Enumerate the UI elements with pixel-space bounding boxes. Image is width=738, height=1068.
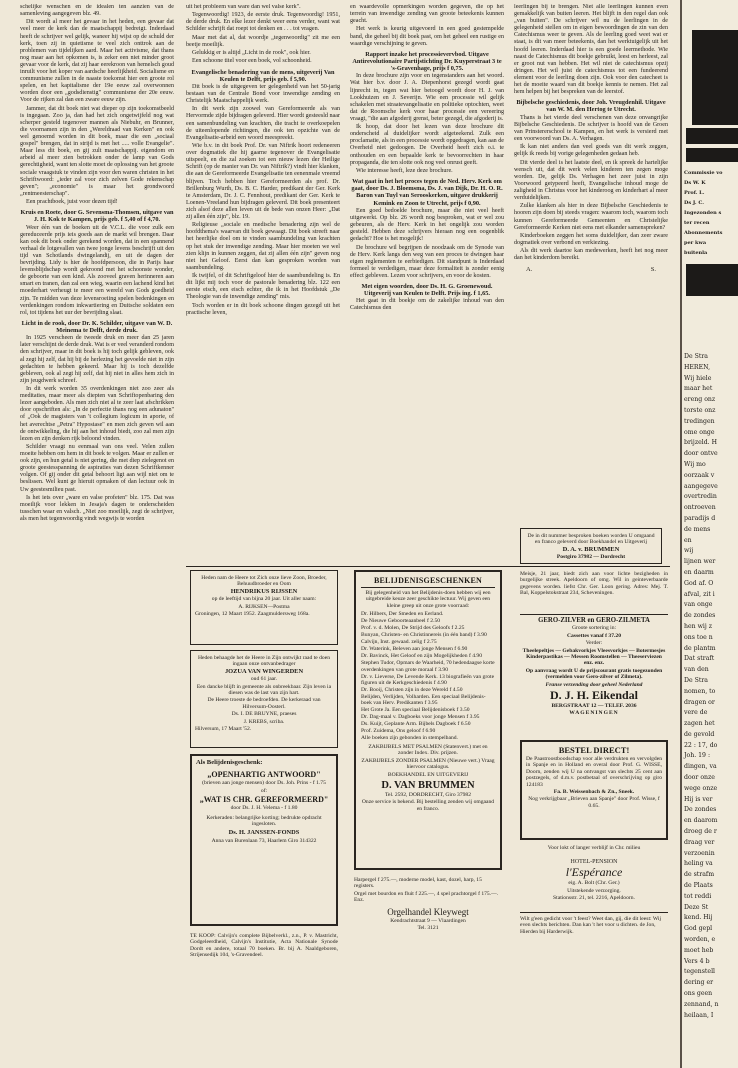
ad-text: Wilt g'een gedicht voor 't feest? Weet dan, gij, die dit leest: Wij even slechts berichten. Dan kan 't het voor u dichten. de Jon, Hierden bij Harderwijk.: [520, 916, 662, 935]
col2-paragraph: Een schoone titel voor een boek, vol schoonheid.: [192, 58, 312, 65]
col1-paragraph: Is het iets over „ware en valse profeten" blz. 175. Dat was moeilijk voor lekken in Jesaja's dagen te onderscheiden tusschen waar en valsch. „Niet zoo moeilijk, zegt de schrijver, als men het tegenwoordig vindt wegwijs te worden: [20, 494, 174, 523]
ad-text: eig. A. Bolt (Chr. Ger.): [568, 880, 620, 887]
next-page-line: moet heb: [684, 946, 714, 954]
ad-publisher: D. VAN BRUMMEN: [381, 779, 475, 791]
next-page-line: Hij is ver: [684, 795, 713, 803]
next-page-line: ons geen: [684, 990, 713, 998]
ad-book-title: „OPENHARTIG ANTWOORD": [207, 770, 321, 780]
ad-giro: Postgiro 37982 — Dordrecht: [556, 554, 626, 561]
ad-harp-orgels: [354, 876, 502, 946]
ad-bestel-direct: [520, 740, 668, 840]
column-3: [350, 4, 504, 560]
ad-name: HENDRIKUS RIJSSEN: [230, 587, 298, 595]
col1-paragraph: Jammer, dat dit boek niet wat dieper op zijn toekomstbeeld is ingegaan. Zoo ja, dan had het zich ongetwijfeld nog wat scherper gesteld tegenover mannen als Niebuhr, en Brunner, die voornamen zijn in den „Wereldraad van Kerken" en ook wel genoemd worden in dit boek, maar die een „sociaal gospel" brengen, dat in strijd is met het ..... volle Evangelie". Maar less dit boek, en gij zult maatschappij. eigendom en arbeid al meer zien betrokken onder de lamp van Gods gerechtigheid, want ten slotte moet de oplossing van het groote sociale vraagstuk te vinden zijn voor den waren christen in het Schriftwoord: „ieder zal voor zich zelven Gode rekenschap geven"; „economie" is maar het grondwoord „rentmeesterschap".: [20, 105, 174, 197]
next-page-line: HEREN,: [684, 363, 711, 371]
ad-text: Ds. I. DE BRUYNE, praeses: [231, 711, 297, 718]
review-heading: Evangelische benadering van de mens, uitgeverij Van Keulen te Delft, prijs geb. f 5,90.: [191, 68, 335, 83]
next-page-line: vere de: [684, 709, 708, 717]
ad-books-delivery: [520, 528, 662, 564]
next-page-line: door ontve: [684, 450, 718, 458]
ad-death-notice-wingerden: [190, 650, 338, 748]
ad-hotel-pension: [520, 858, 668, 910]
review-heading: Wat gaat in het het proces tegen de Ned. Herv. Kerk om gaat, door Ds. J. Bloemsma, Ds. J. van Dijk, Dr. H. O. R. Baron van Tuyl van Serooskerken, uitgave drukkerij Kemink en Zoon te Utrecht, prijs f 0,90.: [351, 178, 503, 207]
ad-text: Fa. B. Weissenbach & Zn., Sneek.: [553, 789, 635, 796]
ad-text: Theelepeltjes — Gebakvorkjes Vleesvorkjes — Botermesjes Kinderpastikas — Messen Roomstellen — Theeserviezen enz. enz.: [522, 647, 666, 667]
ad-text: Bij gelegenheid van het Belijdenis-doen hebben wij een uitgebreide keuze zeer geschikte lectuur. Wij geven een kleine greep uit onze grote voorraad:: [365, 590, 491, 609]
ad-text: Heden behaagde het de Heere in Zijn ontwijkt raad te doen ingaan onze ontvanbedrager: [197, 655, 331, 668]
next-page-line: Dat straft: [684, 655, 715, 663]
column-1: [20, 4, 174, 1062]
ad-text: Verder:: [585, 640, 603, 647]
ad-text: Een dancke blijft in gemeente als onbreekbaar. Zijn leven ia diesen was de last van zijn hart.: [196, 683, 332, 697]
next-page-line: Joh. 19 :: [684, 752, 711, 760]
next-page-line: en daarom: [684, 817, 718, 825]
next-page-line: overtredin: [684, 493, 717, 501]
ad-gero-zilver: [520, 614, 668, 736]
ad-text: Cassettes vanaf f 37.20: [566, 632, 622, 639]
next-page-line: De Stra: [684, 676, 708, 684]
ad-hotel-name: l'Espérance: [565, 865, 623, 880]
col1-paragraph: Dit wordt al meer het gevaar in het heden, een gevaar dat veel meer de kerk dan de maatschappij bedreigt. Inderdaad heeft de schrijver wel gelijk, waneer hij wijst op de schuld der kerk, toen zij in quietisme te veel zich onttrok aan de problemen van tijdelijken aard. Maar het activisme, dat thans nog maar aan het opkomen is, is zeker een niet minder groot gevaar voor de kerk, dat zij haar eerekroon van hemelsch goud inruilt voor het koper van aardsche heerlijkheid. Socialisme en communisme zullen in de naaste toekomst hier een groote rol spelen, en het kapitalisme der 19e eeuw zal overwonnen worden door een „godsdienstig" communisme der 20e eeuw. Voor de rijken zal dan een zware eeuw zijn.: [20, 19, 174, 104]
col3-paragraph: De brochure wil begrijpen de noodzaak om de Synode van de Herv. Kerk langs den weg van een proces te dwingen haar eigen reglementen te eerbiedigen. Dit standpunt is Inderdaad formeel te verdedigen, maar deze formaliteit is zonder eenig effect gebleven. Lezen voor schrijvers, en voor de kosten.: [350, 244, 504, 279]
column-2: [186, 4, 340, 560]
book-list-item: Dr. Bavinck, Het Geloof en zijn Mogelijkheden f 4.90: [361, 653, 483, 660]
book-list-item: De Nieuwe Geboorteaanbeel f 2.50: [361, 618, 441, 625]
ad-text: De Paastroostboodschap voor alle verdrukten en vervolgden in Spanje en in Holland en overal door Prof. G. WISSE, Doorn, zenden wij U na ontvangst van slechts 25 cent aan postzegels, of d.m.v. postbetaal of overschrijving op giro 124183: [526, 756, 662, 788]
book-list-item: Prof. v. d. Molen, De Strijd des Geloofs f 2.25: [361, 625, 465, 632]
next-page-line: paradijs d: [684, 514, 716, 522]
next-page-line: De zondes: [684, 806, 717, 814]
ad-text: oud 61 jaar.: [250, 676, 278, 683]
ad-text: Hilversum, 17 Maart '52.: [195, 726, 252, 733]
next-page-line: afval, zit i: [684, 590, 715, 598]
next-page-line: lijnen wer: [684, 558, 716, 566]
ad-te-koop: [190, 932, 338, 992]
review-heading: Licht in de rook, door Dr. K. Schilder, uitgave van W. D. Meinema te Delft, derde druk.: [21, 319, 173, 335]
col1-paragraph: In dit werk worden 35 overdenkingen niet zoo zeer als meditaties, maar meer als diepten van Schriftopenbaring den lezer aangeboden. Als men zich niet al te zeer laat afschrikken door opschriften als: „In de perfectie thans nog een adunaton" of „Ook de magisters van 't collegium logicum in aporie, of het averechtse „Petra" Hypostase" en men zich geven wil aan de ontwikkeling, die hij aan het inhoud biedt, zoo zal men zijn lezen en zijn denken rijk beloond vinden.: [20, 386, 174, 442]
next-page-line: tredingen: [684, 417, 715, 425]
ad-text: Orgel met bourdon en fluit f 225.—, 4 spel prachtorgel f 175.—. Enz.: [354, 890, 499, 904]
ad-text: De in dit nummer besproken boeken worden U omgaand en franco geleverd door Boekhandel en Uitgeverij: [527, 533, 655, 546]
ad-text: ZAKBIJBELS ZONDER PSALMEN (Nieuwe vert.) Vraag hiervoor catalogus.: [361, 757, 495, 771]
ad-heading: HOTEL-PENSION: [570, 859, 618, 865]
col2-paragraph: Gelukkig er is altijd „Licht in de rook", ook hier.: [192, 50, 311, 57]
ad-text: Anna van Burenlaan 73, Haarlem Giro 314322: [211, 837, 317, 844]
next-page-line: God af. O: [684, 579, 714, 587]
masthead-block: [686, 148, 738, 162]
ad-text: Kendrachtstraat 9 — Vlaardingen: [390, 917, 466, 924]
ad-text: TE KOOP: Calvijn's complete Bijbelverkl., z.n., P. v. Mastricht, Godgeleerdheid, Calvijn's Institutie, Acta Nationale Synode Dordt en andere, totaal 70 boeken. Br. bij A. Naaldgeboren, Strijensedijk 104, 's-Gravendeel.: [190, 933, 338, 959]
col3-paragraph: Ik hoop, dat door het lezen van deze brochure dit onderscheid al duidelijker wordt afgeteekend. Zulk een proclamatie, als in een processie wordt opgedragen, kan aan de Overheid niet gedoogen. De Overheid heeft zich o.i. te onthouden en een bepaalde kerk te bevoorrechten in haar propaganda, die ten slotte ook nog veel onrust geeft.: [350, 124, 504, 166]
ad-text: op de leeftijd van bijna 20 jaar. Uit aller naam:: [211, 596, 317, 603]
next-page-line: nomen, to: [684, 687, 716, 695]
next-page-line: Abonnements: [684, 230, 723, 236]
next-page-line: van den: [684, 666, 709, 674]
next-page-line: van onge: [684, 601, 713, 609]
ad-text: Tel. 3121: [417, 925, 439, 932]
next-page-line: wij: [684, 547, 694, 555]
ad-divider: [520, 912, 668, 913]
col3-paragraph: Wie interesse heeft, leze deze brochure.: [356, 167, 453, 174]
ad-publisher: Ds. H. JANSSEN-FONDS: [228, 829, 300, 837]
ad-title: GERO-ZILVER en GERO-ZILMETA: [538, 617, 650, 624]
next-page-line: hen wij z: [684, 622, 713, 630]
next-page-line: ereng onz: [684, 396, 716, 404]
ad-name: JOZUA VAN WINGERDEN: [224, 667, 304, 675]
ad-text: door Ds. J. H. Velema - f 1.80: [230, 805, 298, 812]
ad-text: Voor lokt of langer verblijf in Chr. milieu: [547, 845, 641, 851]
next-page-line: Ds J. C.: [684, 200, 704, 206]
ad-voor-verblijf: [520, 844, 668, 858]
next-page-line: heilaan, I: [684, 1011, 714, 1019]
col3-paragraph: Een goed bedoelde brochure, maar die niet veel heeft uitgewerkt. Op blz. 26 wordt nog besproken, wat er wel zou gebeuren, als de Herv. Kerk in het ongelijk zou worden gesteld. Hebben deze schrijvers hieraan nog een oogenblik gedacht? Hoe is het mogelijk!: [350, 207, 504, 243]
book-list-item: Het Grote Ja. Een speciaal Belijdenisboek f 3.50: [361, 707, 470, 714]
col3-paragraph: Het gaat in dit boekje om de zakelijke inhoud van den Catechismus den: [350, 298, 504, 312]
book-list-item: Alle boeken zijn gebonden in stempelband.: [361, 735, 458, 742]
col4-paragraph: Ik kan niet anders dan veel goeds van dit werk zeggen, gelijk ik reeds bij vorige gelegenheden gedaan heb.: [514, 144, 668, 158]
ads-divider: [186, 566, 670, 567]
col2-paragraph: Religieuse „sociale en medische benadering zijn wel de hoofdthema's waarvan dit boek gewaagt. Dit boek streeft naar het heerlijke doel om te vinden saambundeling van krachten op het stuk der inwendige zending. Maar hier moeten we wel zien klijn in kunnen zeggen, dat zij allen één zijn" geven nog niet het Geloof. Eerst dan kan gesproken worden van saambundeling.: [186, 222, 340, 271]
ad-text: Kerkeraden: belangrijke korting; bedrukte opdracht ingesloten.: [206, 814, 322, 828]
next-page-line: zennand, n: [684, 1000, 719, 1008]
book-list-item: Dr. Dag-maal v. Dagboeks voor jonge Mensen f 3.95: [361, 714, 480, 721]
ad-text: Tel. 2592, DORDRECHT, Giro 37982: [384, 791, 472, 798]
ad-title: BESTEL DIRECT!: [558, 745, 630, 755]
review-heading: Rapport inzake het processievervbod. Uitgave Antirevolutionaire Partijstichting Dr. Kuyperstraat 3 te 's-Gravenhage, prijs f 0,75.: [352, 50, 502, 73]
signature-s: S.: [650, 265, 656, 273]
ad-text: Onze service is bekend. Bij bestelling zenden wij omgaand en franco.: [361, 799, 495, 812]
next-page-line: per kwa: [684, 240, 707, 246]
col4-paragraph: Zulke klanken als hier in deze Bijbelsche Geschiedenis te hooren zijn doen bij steeds vragen: waarom toch, waarom toch kunnen Gereformeerde Gemeenten en Christelijke Gereformeerde Kerken niet eens met elkander samenspreken?: [514, 203, 668, 231]
section-logo: [686, 264, 738, 296]
book-list: [361, 611, 495, 742]
next-page-line: de Plaats: [684, 882, 713, 890]
next-page-header-lines: [684, 168, 738, 258]
col1-paragraph: schelijke wenschen en de idealen ten aanzien van de samenleving aangegeven blz. 49.: [20, 4, 174, 18]
next-page-line: aangegeve: [684, 482, 718, 490]
next-page-line: God gepl: [684, 925, 713, 933]
book-list-item: Ds. Kuijt, Geplante Arm. Bijbels Dagboek f 6.50: [361, 721, 471, 728]
col1-paragraph: In 1925 verscheen de tweede druk en meer dan 25 jaren later verschijnt de derde druk. Wat is er veel veranderd rondom den schrijver, maar in dit boek is hij toch gelijk gebleven, ook al zegt hij zelf, dat hij bij de herlezing het gevoelde niet in zijn gedachten te hebben gekeerd. Maar hij is toch dezelfde gebleven, ook al zegt hij zelf, dat hij niet in alles hem zich in zijn jeugdwerk schreef.: [20, 335, 174, 384]
col4-paragraph: Als dit werk daartoe kan medewerken, heeft het nog meer dan het kinderdom bereikt.: [514, 248, 668, 262]
signature-a: A.: [526, 265, 533, 273]
next-page-line: Deze St: [684, 903, 709, 911]
col1-paragraph: Een prachtboek, juist voor dezen tijd!: [26, 199, 118, 206]
ad-text: ZAKBIJBELS MET PSALMEN (Statenvert.) met en zonder Index. Div. prijzen.: [368, 743, 488, 757]
next-page-line: heling va: [684, 860, 713, 868]
next-page-line: dragen or: [684, 698, 715, 706]
next-page-line: tot reddi: [684, 892, 712, 900]
ad-belijdenisgeschenken: [354, 570, 502, 870]
book-list-item: Prof. Zuidema, Ons geloof f 6.90: [361, 728, 436, 735]
next-page-line: maar het: [684, 385, 713, 393]
next-page-line: ontroeven: [684, 504, 716, 512]
book-list-item: Dr. Booij, Christen zijn in deze Wereld f 4.50: [361, 687, 463, 694]
ad-text: Uitstekende verzorging.: [567, 887, 621, 894]
next-page-line: de zondes: [684, 612, 716, 620]
next-page-line: verzoenin: [684, 849, 715, 857]
next-page-line: wege onze: [684, 784, 718, 792]
ad-gedicht: [520, 915, 668, 949]
book-list-item: Belijden, Verlijden, Volharden. Een speciaal Belijdenis-boek van Herv. Predikanten f 3.95: [361, 694, 486, 707]
col2-paragraph: Maar met dat al, dat woordje „tegenwoordig" zit me een beetje moeilijk.: [186, 34, 340, 48]
col3-paragraph: In deze brochure zijn voor en tegenstanders aan het woord. Wat hier b.v. door J. A. Diepenhorst gezegd wordt gaat lijnrecht in, tegen wat hier betoogd wordt door H. J. van Lookhuizen en J. Severijn. Wie een processie wil gelijk schakelen met straatevangelisatie en politieke optochten, weet dat de Roomsche kerk voor haar processie een vereering vraagt, "die aan afgoderij grenst, beter gezegd, die afgoderij is.: [350, 73, 504, 122]
ad-text: Groote sortering in:: [571, 625, 617, 632]
next-page-line: door onze: [684, 774, 715, 782]
col4-paragraph: Kinderboeken zeggen het soms duidelijker, dan zeer zware dogmatiek over verbond en verkiezing.: [514, 232, 668, 246]
ad-text: Meisje, 21 jaar, biedt zich aan voor lichte bezigheden in burgelijke streek. Apeldoorn of omg. Wil in geinteverbaarde gegevens worden. liefst Chr. Ger. Loon gering. Adres: Mej. T. Bal, Koppelstokstraat 234, Scheveningen.: [520, 571, 668, 597]
review-heading: Kruis en Roete, door G. Sevensma-Thomsen, uitgave van J. H. Kok te Kampen, prijs geb. f 5,40 of f 4,70.: [20, 209, 174, 224]
ad-text: BOEKHANDEL EN UITGEVERIJ: [387, 772, 469, 779]
col2-paragraph: In dit werk zijn zoowel van Gereformeerde als van Hervormde zijde bijdragen geleverd. Hier wordt gesteesld naar een samenbundeling van krachten, die tracht te overkoepelen de uiteenlopende richtingen, die ook ten opzichte van de Evangelisatie-arbeid een woord meespreekt.: [186, 106, 340, 141]
ad-text: Groningen, 12 Maart 1952. Zaagmuldersweg 168a.: [195, 611, 310, 618]
ad-text: (brieven aan jonge mensen) door Ds. Joh. Prins - f 1.75: [202, 780, 326, 787]
col4-paragraph: leerlingen bij te brengen. Niet alle leerlingen kunnen even gemakkelijk van buiten leeren. Het blijft in den regel dan ook „van buiten". De schrijver wil nu de leerlingen in de gelegenheid stellen om in eigen bewoordingen de zin van den Catechismus weer te geven. Als de leerling goed weet wat er staat, is dit van meer beteekenis, dan het werktuigelijk uit het hoofd leeren. Inderdaad hier is een goede leermethode. Wie naast de Catechismus dit boekje gebruikt, leest en herleest, zal er groot nut van hebben. Het wil niet de catechismus opzij dringen. Het wil juist de catechismus tot een fundeerend element voor de leerling doen zijn. Ook voor den catecheet is het de moeite waard van dit boekje kennis te nemen. Het zal hem helpen bij het bespreken van de leerstof.: [514, 4, 668, 96]
next-page-line: worden, e: [684, 936, 716, 944]
next-page-body-lines: [684, 352, 738, 1021]
col2-paragraph: Wie b.v. in dit boek Prof. Dr. van Niftrik hoort redeneeren over dogmatiek die hij gaarne tegenover de Evangelisatie uitspeelt, en die zal zoeken tot een nieuw lezen der Heilige Schrift (op de manier van Dr. van Niftrik?) vindt hier klanken, die aan de Gereformeerde Evangelisatie ten eenenmale vreemd blijven. Toch hebben hier Gereformeerden als prof. Dr. Brillenburg Wurth, Ds. B. C. Harder, predikant der Ger. Kerk te Amsterdam, Dr. J. C. Fennhout, predikant der Ger. Kerk te Loenen-Vreeland hun bijdragen geleverd. Dit boek presenteert zich alsof deze allen leven uit de bede van onzen Heer: „Dat zij allen één zijn", blz. 19.: [186, 143, 340, 220]
next-page-line: tegenstell: [684, 968, 716, 976]
masthead-block: [692, 30, 738, 125]
book-list-item: Dr. v. Lieverse, De Levende Kerk. 13 biografieën van grote figuren uit de Kerkgeschiedenis f 4.90: [361, 673, 495, 687]
col2-paragraph: Dit boek is de uitgegeven ter gelegenheid van het 50-jarig bestaan van de Centrale Bond voor inwendige zending en Christelijk Maatschappelijk werk.: [186, 83, 340, 105]
col3-paragraph: Het werk is keurig uitgevoerd in een goed gestempelde band, die geheel bij dit boek past, om het geheel een rustige en waardige verschijning te geven.: [350, 26, 504, 47]
ad-text: Nog verkrijgbaar „Brieven aan Spanje" door Prof. Wisse, f 0.65.: [528, 796, 660, 809]
next-page-line: Commissie vo: [684, 170, 723, 176]
ad-name: Orgelhandel Kleywegt: [387, 906, 469, 917]
next-page-line: Ingezonden s: [684, 210, 722, 216]
ad-meisje: [520, 570, 668, 612]
review-heading: Met eigen woorden, door Ds. H. G. Groenewoud. Uitgeverij van Keulen te Delft. Prijs ing. f 1,65.: [361, 282, 493, 298]
signature: [514, 264, 668, 273]
ad-city: WAGENINGEN: [569, 710, 619, 717]
ad-shop-name: D. J. H. Eikendal: [549, 688, 639, 703]
next-page-line: torste onz: [684, 406, 716, 414]
next-page-line: buitenla: [684, 250, 708, 256]
ad-text: Stationsstr. 21, tel. 2216, Apeldoorn.: [553, 895, 635, 902]
review-heading: Bijbelsche geschiedenis, door Joh. Vreugdenhil. Uitgave van W. M. den Hertog te Utrecht.: [516, 99, 666, 114]
next-page-partial: [680, 0, 738, 1068]
next-page-line: dering er: [684, 979, 714, 987]
next-page-line: kend. Hij: [684, 914, 713, 922]
ad-book-title: „WAT IS CHR. GEREFORMEERD": [199, 795, 329, 805]
next-page-line: de strafm: [684, 871, 715, 879]
next-page-line: 22 : 17, do: [684, 741, 718, 749]
next-page-line: Ds W. K: [684, 180, 706, 186]
next-page-line: Wij mo: [684, 460, 706, 468]
book-list-item: Calvijn, Inst. gewaad. zelig f 2.75: [361, 639, 437, 646]
ad-text: Heden nam de Heere tot Zich onze lieve Zoon, Broeder, Behuudbroeder en Oom: [201, 575, 327, 588]
col2-paragraph: Tegenwoordig! 1923, de eerste druk. Tegenwoordig! 1951, de derde druk. En elke lezer denkt weer eens verder, want wat Schilder schrijft dat roept tot denken en . . . tot vragen.: [186, 12, 340, 33]
ad-text: of:: [260, 787, 268, 794]
ad-text: J. KREBS, scriba.: [243, 718, 285, 725]
column-4: [514, 4, 668, 524]
next-page-line: Wij hiele: [684, 374, 712, 382]
col4-paragraph: Thans is het vierde deel verschenen van deze onvangrijke Bijbelsche Geschiedenis. De schrijver is hoofd van de Groen van Prinstererschool te Kampen, en het werk is versierd met een voorwoord van Ds. A. Verhagen.: [514, 114, 668, 142]
ad-text: Op aanvraag wordt U de prijscourant gratis toegezonden (vermelden voor Gero-zilver of Zilmeta).: [525, 667, 663, 681]
col2-paragraph: Ik twijfel, of dit Schriftgeloof hier de saambundeling is. En dit lijkt mij toch voor de pastorale benadering blz. 122 een eerste eisch, een eisch echter, die ik in het Hoofdstuk „De Theologie van de inwendige zending" mis.: [186, 273, 340, 301]
next-page-line: ter recen: [684, 220, 710, 226]
next-page-line: de plantm: [684, 644, 716, 652]
ad-text: Harpergel f 275.—, moderne model, kast, dozel, harp, 15 registers.: [354, 877, 482, 890]
col4-paragraph: Dit vierde deel is het laatste deel, en ik spreek de hartelijke wensch uit, dat dit werk velen kinderen ten zegen moge worden. De, gelijk Ds. Verhagen het zeer juist in zijn Voorwoord getypeerd heeft, Evangelische inhoud moge de zaligheid in Christus voor het kinderoog en kinderhart al meer verduidelijken.: [514, 159, 668, 202]
next-page-line: oorzaak v: [684, 471, 715, 479]
ad-publisher: D. A. v. BRUMMEN: [562, 545, 620, 553]
next-page-line: ons toe n: [684, 633, 713, 641]
book-list-item: Dr. Hilbers, Der Smeden en Eerland.: [361, 611, 444, 618]
ad-text: De Heere troeste de bedroefden. De kerkeraad van Hilversum-Oosterl.: [207, 697, 321, 710]
next-page-line: zagen het: [684, 720, 715, 728]
next-page-line: en: [684, 536, 692, 544]
book-list-item: Stephen Tudor, Opmars de Waarheid, 70 hedendaagse korte overdenkingen van grote moraal f 3.90: [361, 660, 495, 673]
next-page-line: dingen, va: [684, 763, 717, 771]
next-page-line: brijzeld. H: [684, 439, 718, 447]
ad-belijdenisgeschenk: [190, 754, 338, 926]
ad-signature: A. RIJKSEN—Postma: [238, 603, 290, 610]
col2-paragraph: uit het probleem van ware dan wel valse kerk".: [186, 4, 301, 10]
col1-paragraph: Schilder vraagt nu eenmaal van ons veel. Velen zullen moeite hebben om hem in dit boek te volgen. Maar er zullen er ook zijn, en hun getal is niet gering, die met diep zielegenot en groote geestesspanning de aspiraties van dezen Schriftkenner volgen. Of gij onder dit getal behoort ligt aan wijl niet om te beslissen. Wel kunt ge hieruit opmaken of dan lectuur ook in Uw geestesmilieu past.: [20, 444, 174, 493]
col2-paragraph: Toch worden er in dit boek schoone dingen gezegd uit het practische leven,: [186, 302, 340, 316]
book-list-item: Dr. Waterink, Beleven aan jonge Mensen f 6.90: [361, 646, 468, 653]
ad-death-notice-rijssen: [190, 570, 338, 645]
ad-address: BERGSTRAAT 12 — TELEF. 2036: [551, 703, 637, 710]
ad-title: BELIJDENISGESCHENKEN: [361, 576, 495, 588]
next-page-line: Vers 4 b: [684, 957, 710, 965]
ad-slogan: Franse verzending door geheel Nederland: [545, 681, 643, 688]
next-page-line: draag ver: [684, 838, 715, 846]
col1-paragraph: Weer één van de boeken uit de V.C.L. die voor zulk een gereduceerde prijs ieis goeds aan de markt wil brengen. Daar kan ook dit boek onder gerekend worden, dat in een spannend verhaal de lotgevallen van twee jonge levens beschrijft uit den tijd van Schotlands dwingelandij, en uit de dagen der bevrijding. Lidy is hier de hoofdpersoon, die in Parijs haar levensblijdschap wordt gekroond met het schoonste wonder, de geboorte van een kind. Als zooveel graven herinneren aan smart en tranen, dan zal een wieg, waarin een lachend kind het moederhart verheugt te meer een wereld van Gods goedheid zijn. Te midden van deze levensroeiing spelen bedenkingen en verdenkingen rondom inkwartiering en Duitsche soldaten een rol, tot tijdens het uur der bevrijding slaat.: [20, 224, 174, 316]
next-page-line: droeg de r: [684, 828, 717, 836]
col3-paragraph: en waardevolle opmerkingen worden gegeven, die op het terrein van inwendige zending van groote beteekenis kunnen geacht.: [350, 4, 504, 25]
masthead-block: [686, 128, 738, 144]
next-page-line: ome onge: [684, 428, 715, 436]
book-list-item: Bunyan, Christen- en Christinnereis (in één band) f 3.90: [361, 632, 487, 639]
ad-heading: Als Belijdenisgeschenk:: [196, 759, 263, 766]
next-page-line: de mens: [684, 525, 711, 533]
next-page-line: en daarm: [684, 568, 714, 576]
next-page-line: De Stra: [684, 353, 708, 360]
next-page-line: Prof. L.: [684, 190, 705, 196]
next-page-line: de gevold: [684, 730, 715, 738]
